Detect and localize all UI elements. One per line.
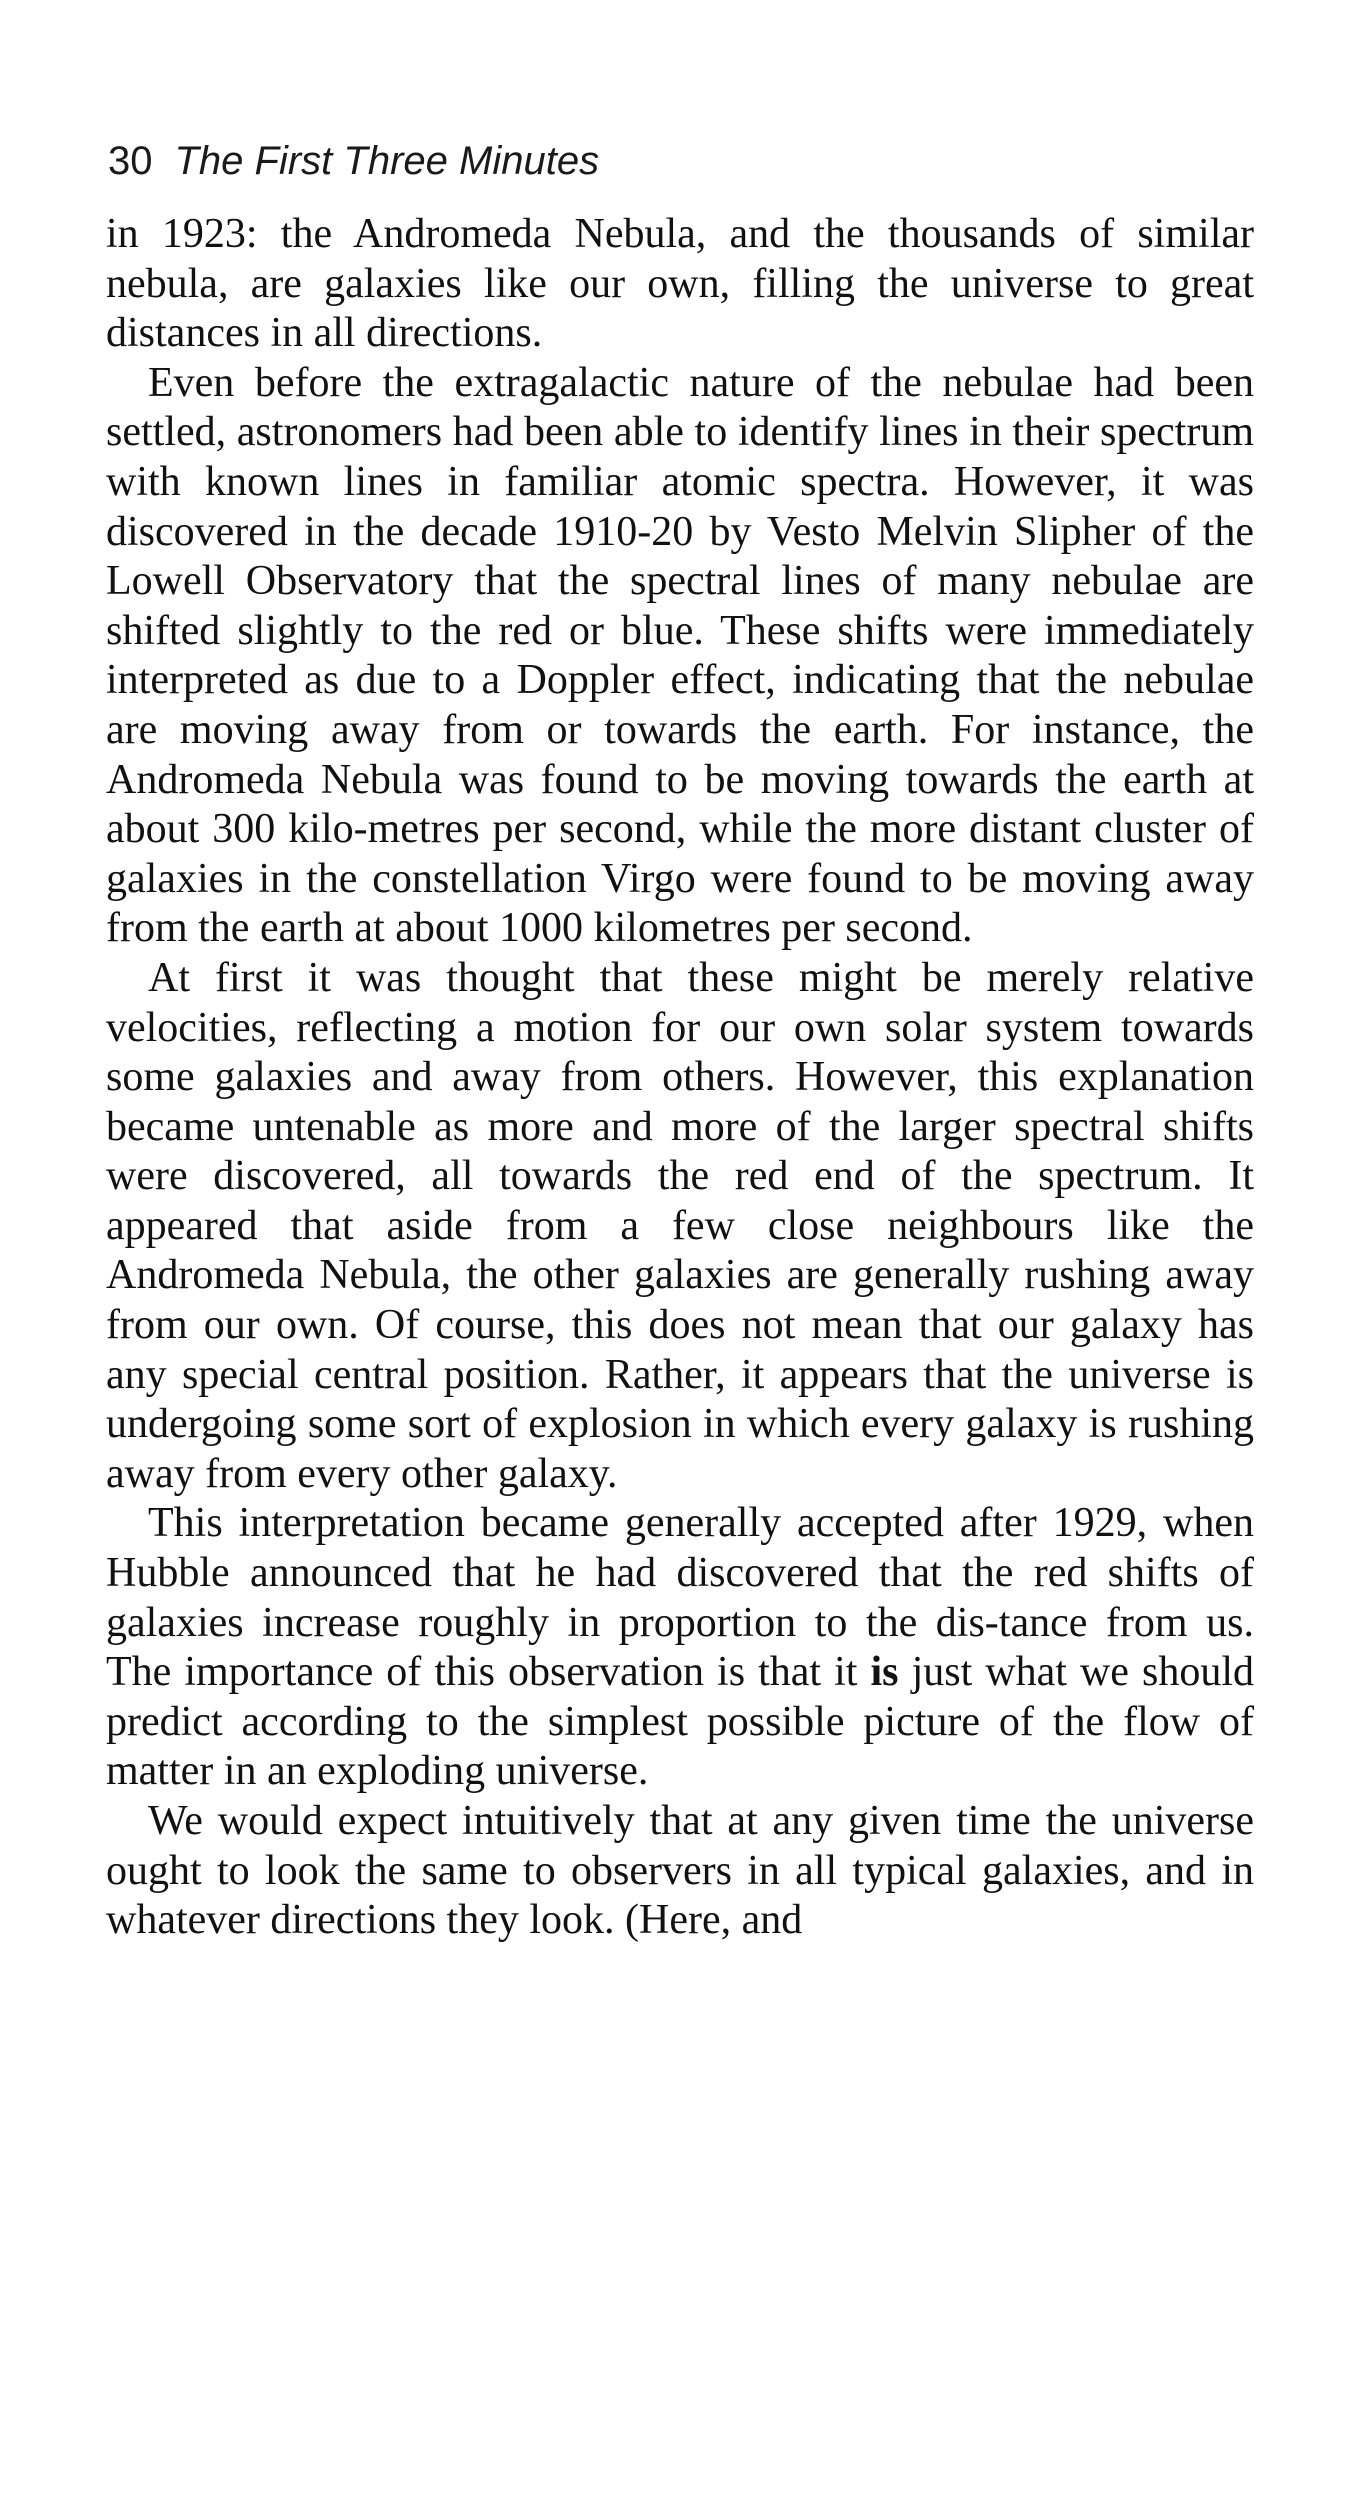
body-text <box>106 210 1254 1946</box>
paragraph-5: We would expect intuitively that at any given time the universe ought to look the same to observers in all typical galaxies, and in whatever directions they look. (Here, and <box>106 1798 1254 1944</box>
running-head <box>108 137 599 185</box>
paragraph-4-text-before-emphasis: This interpretation became generally accepted after 1929, when Hubble announced that he had discovered that the red shifts of galaxies increase roughly in proportion to the dis-tance from us. The importance of this observation is that it <box>106 1500 1254 1696</box>
paragraph-1: in 1923: the Andromeda Nebula, and the thousands of similar nebula, are galaxies like our own, filling the universe to great distances in all directions. <box>106 211 1254 357</box>
page-number: 30 <box>108 139 153 183</box>
paragraph-2: Even before the extragalactic nature of the nebulae had been settled, astronomers had been able to identify lines in their spectrum with known lines in familiar atomic spectra. However, it was discovered in the decade 1910-20 by Vesto Melvin Slipher of the Lowell Observatory that the spectral lines of many nebulae are shifted slightly to the red or blue. These shifts were immediately interpreted as due to a Doppler effect, indicating that the nebulae are moving away from or towards the earth. For instance, the Andromeda Nebula was found to be moving towards the earth at about 300 kilo-metres per second, while the more distant cluster of galaxies in the constellation Virgo were found to be moving away from the earth at about 1000 kilometres per second. <box>106 359 1254 952</box>
paragraph-4-text-after-emphasis: just what we should predict according to the simplest possible picture of the flow of matter in an exploding universe. <box>106 1649 1255 1795</box>
paragraph-3: At first it was thought that these might be merely relative velocities, reflecting a motion for our own solar system towards some galaxies and away from others. However, this explanation became untenable as more and more of the larger spectral shifts were discovered, all towards the red end of the spectrum. It appeared that aside from a few close neighbours like the Andromeda Nebula, the other galaxies are generally rushing away from our own. Of course, this does not mean that our galaxy has any special central position. Rather, it appears that the universe is undergoing some sort of explosion in which every galaxy is rushing away from every other galaxy. <box>106 954 1254 1497</box>
book-title: The First Three Minutes <box>174 139 600 183</box>
paragraph-4-emphasis: is <box>870 1649 899 1696</box>
paragraph-4 <box>106 1499 1254 1797</box>
